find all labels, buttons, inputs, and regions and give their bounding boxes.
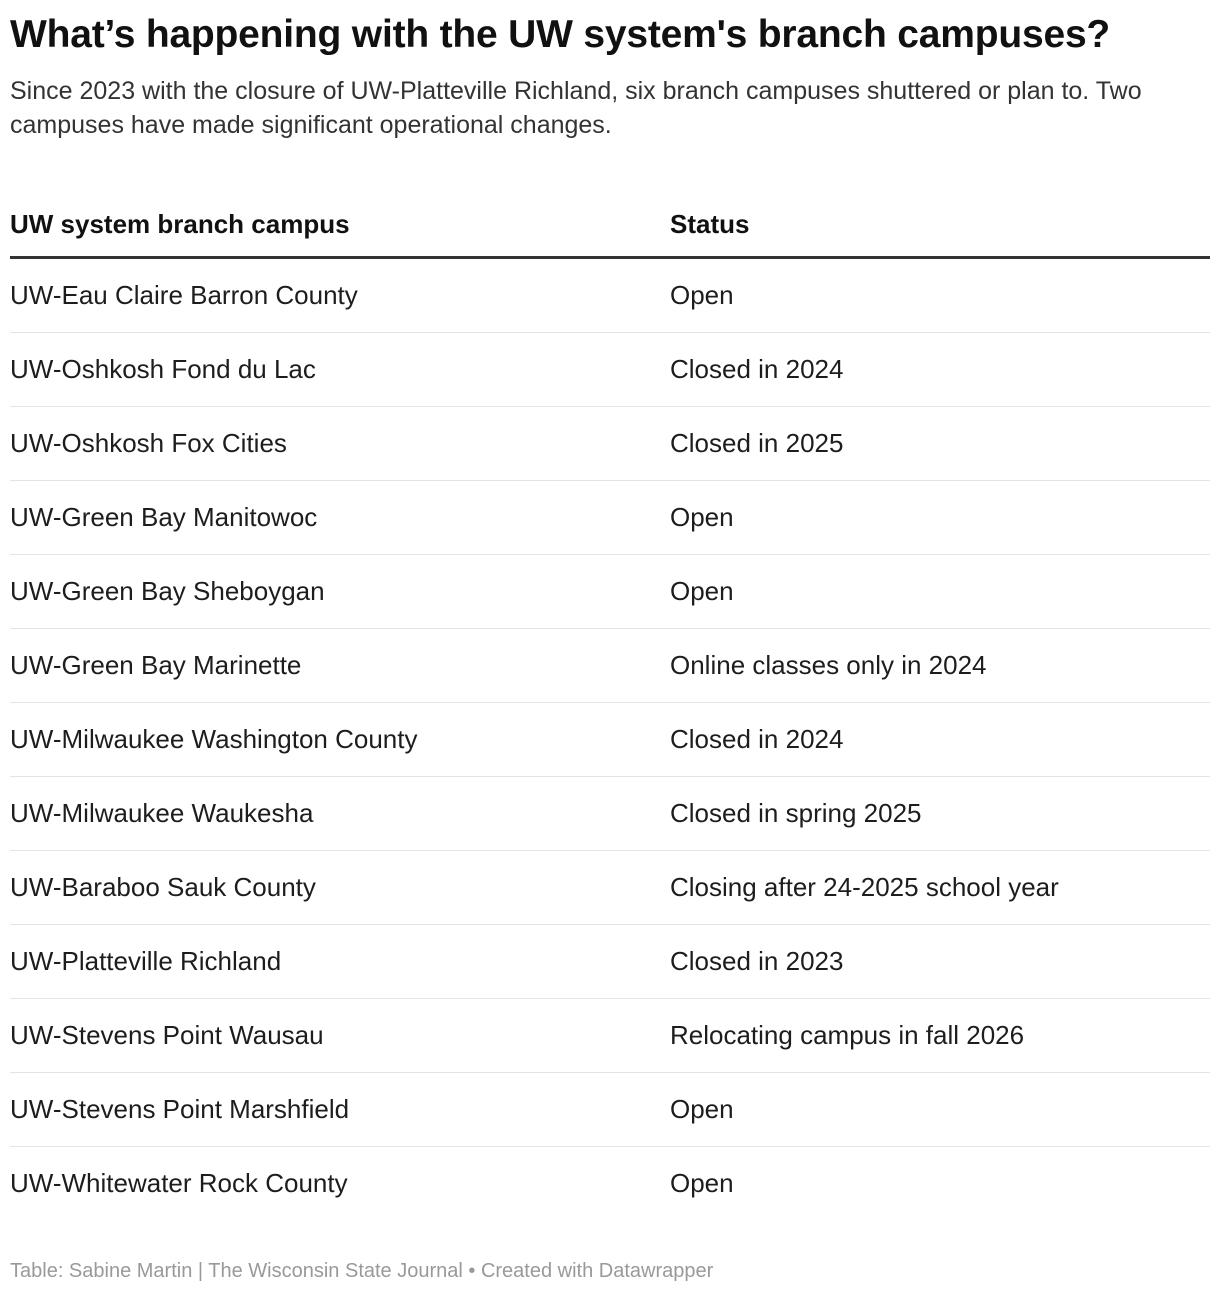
status-cell: Open: [670, 502, 734, 532]
status-cell: Open: [670, 1094, 734, 1124]
campus-cell: UW-Whitewater Rock County: [10, 1168, 348, 1198]
campus-cell: UW-Oshkosh Fond du Lac: [10, 354, 316, 384]
column-header-campus: UW system branch campus: [10, 208, 350, 239]
status-cell: Closed in 2024: [670, 724, 844, 754]
status-cell: Closed in 2024: [670, 354, 844, 384]
table-body: [10, 259, 1210, 1220]
campus-cell: UW-Green Bay Manitowoc: [10, 502, 318, 532]
status-cell: Closing after 24-2025 school year: [670, 872, 1059, 902]
status-cell: Open: [670, 1168, 734, 1198]
table-header: [10, 192, 1210, 259]
status-cell: Closed in spring 2025: [670, 798, 922, 828]
table-row: [10, 1147, 1210, 1220]
chart-title: What’s happening with the UW system's branch campuses?: [10, 13, 1111, 56]
table-row: [10, 407, 1210, 481]
campus-cell: UW-Eau Claire Barron County: [10, 280, 358, 310]
chart-subtitle: Since 2023 with the closure of UW-Platteville Richland, six branch campuses shuttered or plan to. Two campuses have made significant operational changes.: [10, 77, 1142, 139]
campus-cell: UW-Oshkosh Fox Cities: [10, 428, 287, 458]
table-row: [10, 555, 1210, 629]
campus-cell: UW-Green Bay Marinette: [10, 650, 302, 680]
table-row: [10, 925, 1210, 999]
source-footer: Table: Sabine Martin | The Wisconsin State Journal • Created with Datawrapper: [10, 1260, 714, 1282]
campus-cell: UW-Platteville Richland: [10, 946, 282, 976]
campus-cell: UW-Baraboo Sauk County: [10, 872, 316, 902]
campus-cell: UW-Milwaukee Waukesha: [10, 798, 314, 828]
table-row: [10, 851, 1210, 925]
campus-cell: UW-Stevens Point Marshfield: [10, 1094, 350, 1124]
table-row: [10, 1073, 1210, 1147]
table-row: [10, 999, 1210, 1073]
campus-cell: UW-Stevens Point Wausau: [10, 1020, 324, 1050]
table-row: [10, 259, 1210, 333]
data-table: [10, 192, 1210, 1220]
status-cell: Closed in 2025: [670, 428, 844, 458]
column-header-status: Status: [670, 208, 750, 239]
table-row: [10, 333, 1210, 407]
status-cell: Open: [670, 576, 734, 606]
status-cell: Open: [670, 280, 734, 310]
table-row: [10, 777, 1210, 851]
status-cell: Relocating campus in fall 2026: [670, 1020, 1025, 1050]
status-cell: Closed in 2023: [670, 946, 844, 976]
status-cell: Online classes only in 2024: [670, 650, 987, 680]
campus-cell: UW-Milwaukee Washington County: [10, 724, 418, 754]
chart-container: [10, 0, 1210, 1282]
table-row: [10, 481, 1210, 555]
table-row: [10, 703, 1210, 777]
campus-cell: UW-Green Bay Sheboygan: [10, 576, 325, 606]
table-row: [10, 629, 1210, 703]
